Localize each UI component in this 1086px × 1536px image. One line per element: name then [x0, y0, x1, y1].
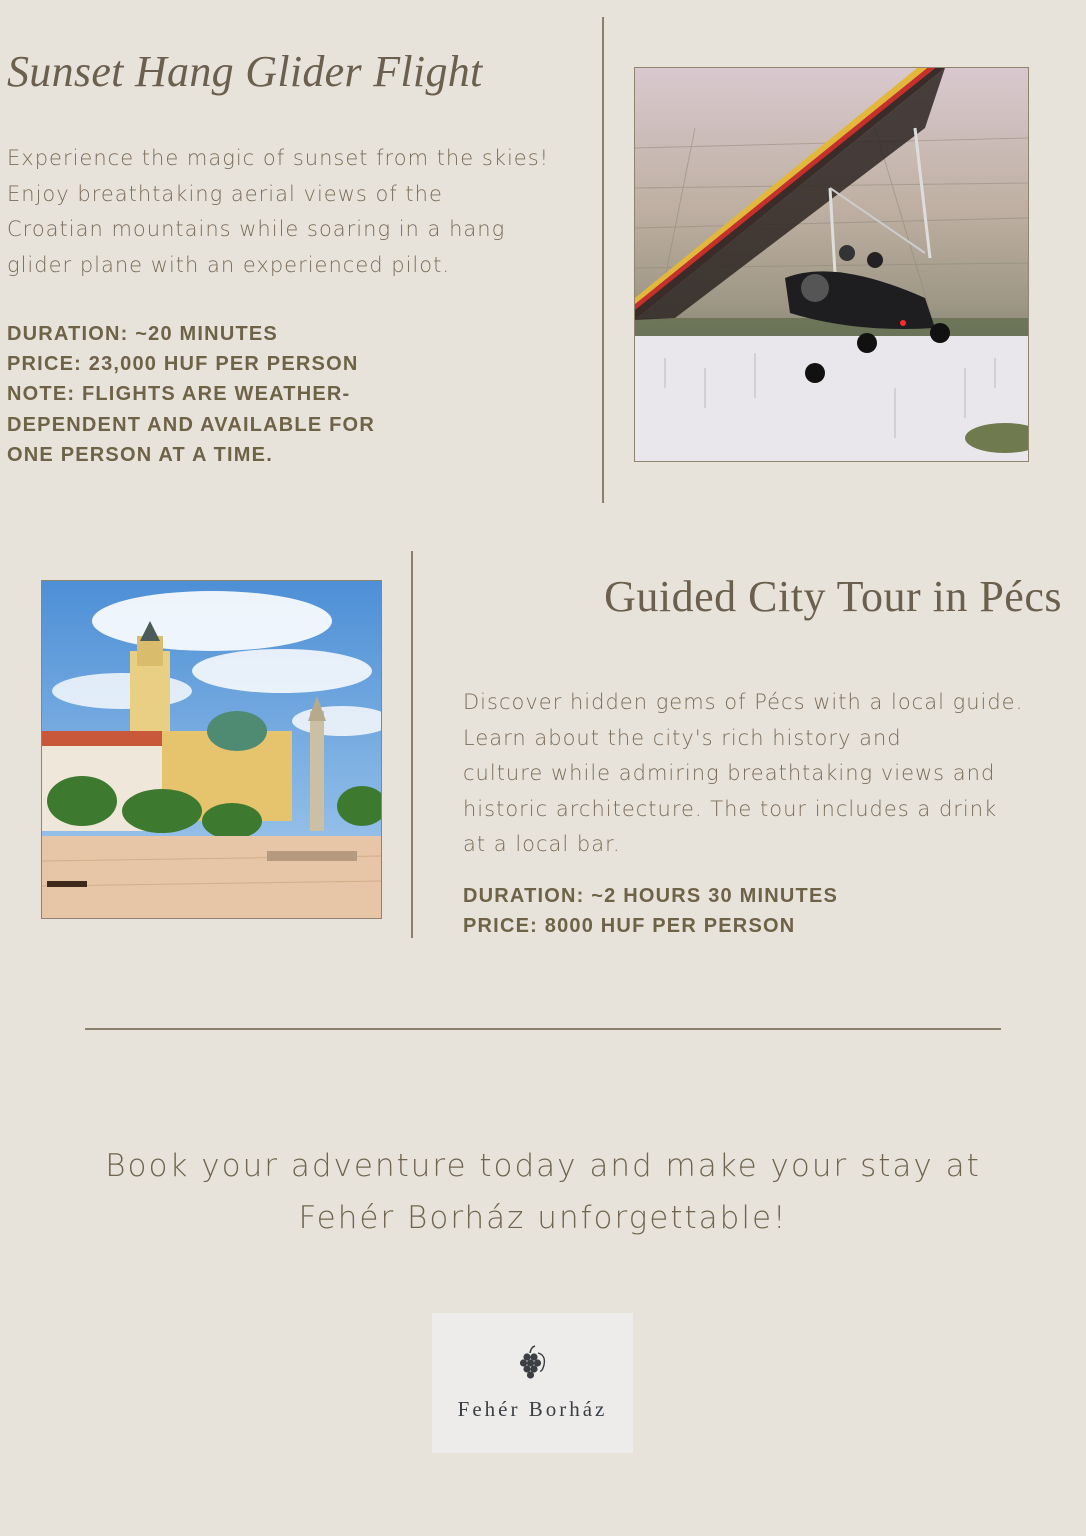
- city-tour-description-line: culture while admiring breathtaking views and: [463, 761, 996, 785]
- city-tour-description-line: Discover hidden gems of Pécs with a local guide.: [463, 690, 1024, 714]
- cta-line: Fehér Borház unforgettable!: [298, 1200, 788, 1236]
- cta-line: Book your adventure today and make your stay at: [105, 1148, 981, 1184]
- glider-title: Sunset Hang Glider Flight: [7, 47, 483, 96]
- city-tour-price: PRICE: 8000 HUF PER PERSON: [463, 915, 796, 938]
- hang-glider-photo: [634, 67, 1029, 462]
- city-tour-description-line: at a local bar.: [463, 832, 621, 856]
- glider-description-line: glider plane with an experienced pilot.: [7, 252, 451, 277]
- glider-description: [7, 141, 597, 283]
- city-tour-description-line: Learn about the city's rich history and: [463, 725, 902, 750]
- glider-note: DEPENDENT AND AVAILABLE FOR: [7, 413, 375, 436]
- glider-description-line: Enjoy breathtaking aerial views of the: [7, 181, 443, 206]
- glider-details: [7, 319, 427, 470]
- glider-note: NOTE: FLIGHTS ARE WEATHER-: [7, 383, 351, 406]
- city-tour-description: [463, 685, 1073, 863]
- pecs-city-photo: [41, 580, 382, 919]
- city-tour-title: Guided City Tour in Pécs: [604, 572, 1062, 621]
- city-tour-duration: DURATION: ~2 HOURS 30 MINUTES: [463, 885, 839, 907]
- section2-divider: [411, 551, 413, 938]
- glider-note: ONE PERSON AT A TIME.: [7, 443, 273, 466]
- brand-logo-text: Fehér Borház: [457, 1396, 608, 1421]
- city-tour-details: [463, 881, 963, 941]
- glider-description-line: Experience the magic of sunset from the skies!: [7, 146, 550, 170]
- horizontal-divider: [85, 1028, 1001, 1030]
- call-to-action: [0, 1140, 1086, 1244]
- city-tour-description-line: historic architecture. The tour includes a drink: [463, 796, 998, 821]
- brand-logo: [432, 1313, 633, 1453]
- glider-duration: DURATION: ~20 MINUTES: [7, 323, 278, 345]
- glider-description-line: Croatian mountains while soaring in a hang: [7, 217, 506, 241]
- section1-divider: [602, 17, 604, 503]
- glider-price: PRICE: 23,000 HUF PER PERSON: [7, 353, 359, 376]
- grapes-icon: [516, 1345, 550, 1383]
